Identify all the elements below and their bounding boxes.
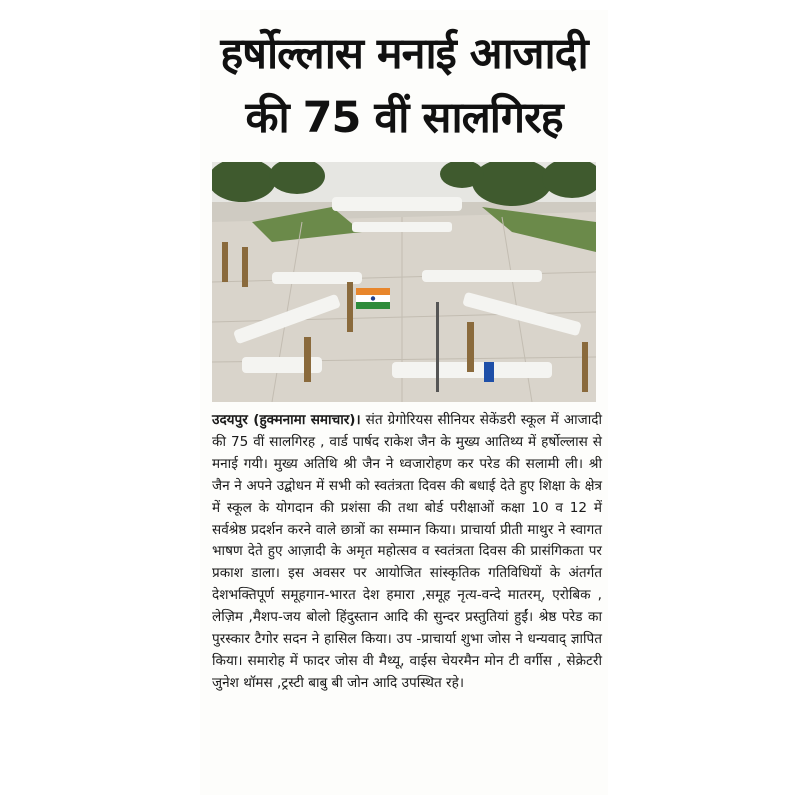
headline-line-1: हर्षोल्लास मनाई आजादी: [220, 29, 588, 79]
article-photo: [212, 162, 596, 402]
article-body: [212, 410, 602, 695]
school-assembly-photo-icon: [212, 162, 596, 402]
article-text: संत ग्रेगोरियस सीनियर सेकेंडरी स्कूल में आजादी की 75 वीं सालगिरह , वार्ड पार्षद राकेश जैन के मुख्य आतिथ्य में हर्षोल्लास से मनाई गयी। मुख्य अतिथि श्री जैन ने ध्वजारोहण कर परेड की सलामी ली। श्री जैन ने अपने उद्बोधन में सभी को स्वतंत्रता दिवस की बधाई देते हुए शिक्षा के क्षेत्र में स्कूल के योगदान की प्रशंसा की तथा बोर्ड परीक्षाओं कक्षा 10 व 12 में सर्वश्रेष्ठ प्रदर्शन करने वाले छात्रों का सम्मान किया। प्राचार्या प्रीती माथुर ने स्वागत भाषण देते हुए आज़ादी के अमृत महोत्सव व स्वतंत्रता दिवस की प्रासंगिकता पर प्रकाश डाला। इस अवसर पर आयोजित सांस्कृतिक गतिविधियों के अंतर्गत देशभक्तिपूर्ण समूहगान-भारत देश हमारा ,समूह नृत्य-वन्दे मातरम्, एरोबिक , लेज़िम ,मैशप-जय बोलो हिंदुस्तान आदि की सुन्दर प्रस्तुतियां हुईं। श्रेष्ठ परेड का पुरस्कार टैगोर सदन ने हासिल किया। उप -प्राचार्या शुभा जोस ने धन्यवाद् ज्ञापित किया। समारोह में फादर जोस वी मैथ्यू, वाईस चेयरमैन मोन टी वर्गीस , सेक्रेटरी जुनेश थॉमस ,ट्रस्टी बाबु बी जोन आदि उपस्थित रहे।: [212, 412, 602, 691]
headline-line-2: की 75 वीं सालगिरह: [245, 93, 563, 143]
dateline: उदयपुर (हुक्मनामा समाचार)।: [212, 412, 361, 428]
newspaper-clipping: [200, 10, 608, 795]
